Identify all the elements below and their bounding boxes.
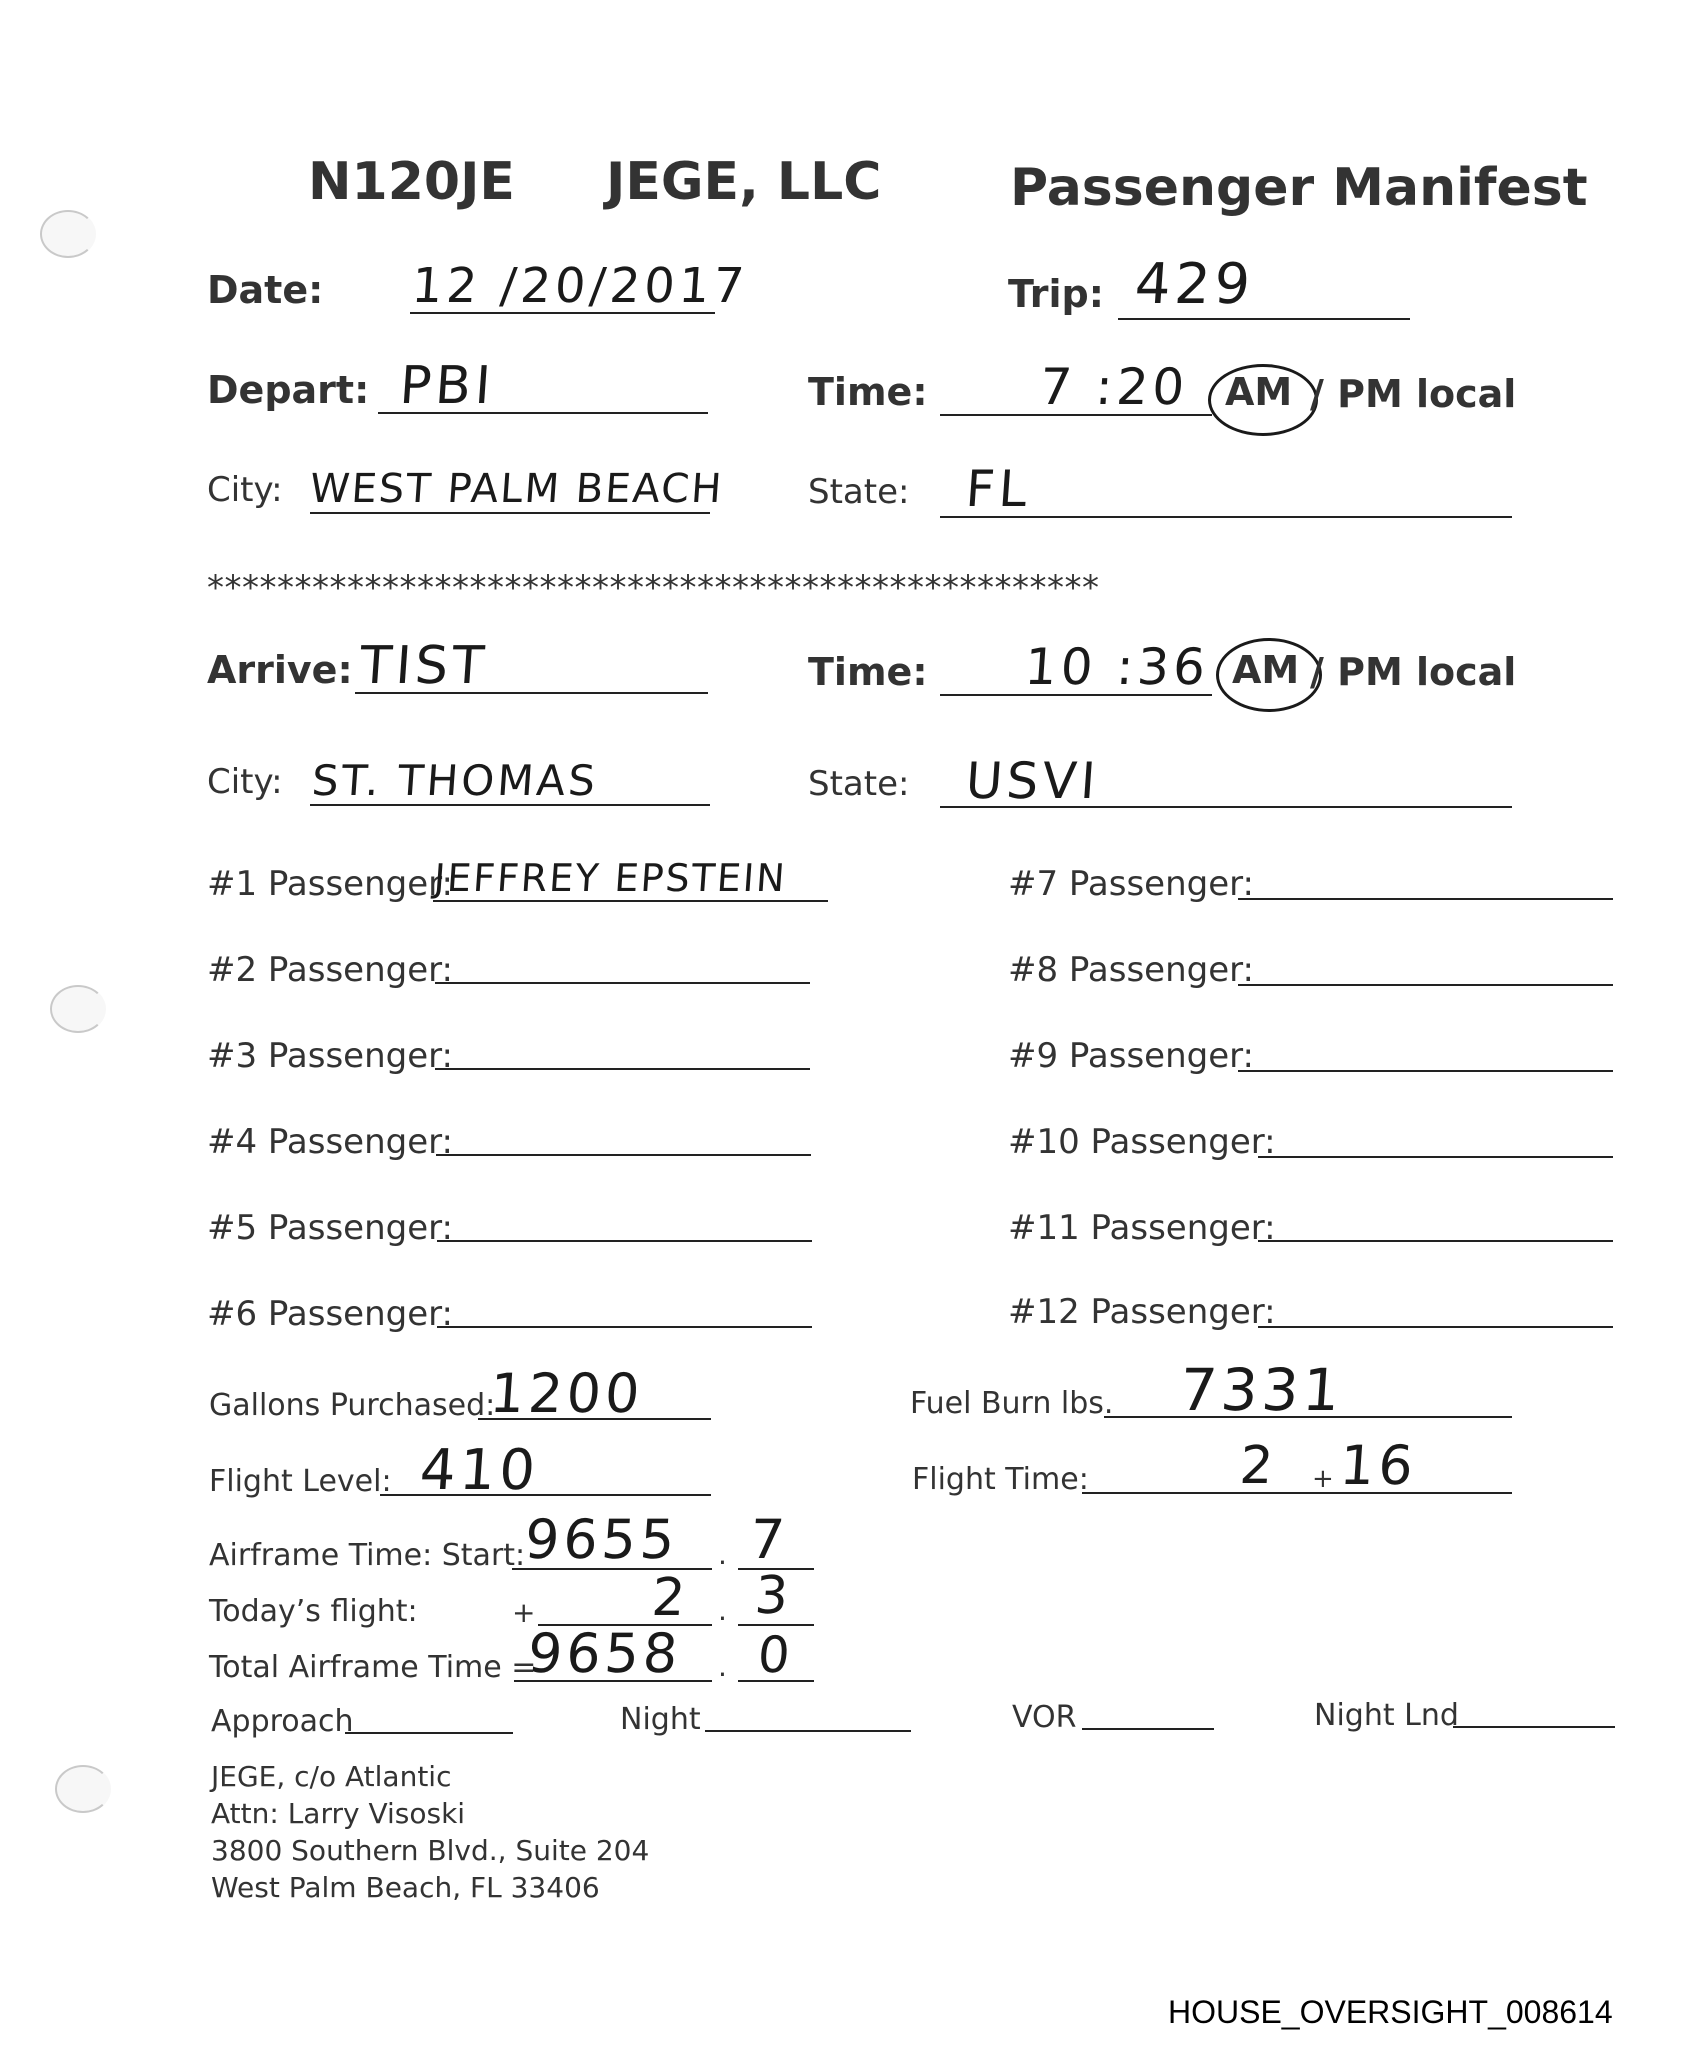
night-line <box>705 1730 911 1732</box>
arrive-label: Arrive: <box>207 648 353 692</box>
depart-am: AM <box>1225 370 1293 414</box>
night-label: Night <box>620 1702 701 1737</box>
total-airframe-label: Total Airframe Time = <box>209 1650 537 1685</box>
depart-city-label: City: <box>207 470 283 510</box>
trip-label: Trip: <box>1008 272 1104 316</box>
todays-flight-dot: . <box>718 1594 727 1627</box>
passenger-4-line <box>436 1154 811 1156</box>
passenger-8-label: #8 Passenger: <box>1008 950 1254 990</box>
airframe-start-label: Airframe Time: Start: <box>209 1538 526 1573</box>
passenger-6-line <box>437 1326 812 1328</box>
address-line-3: 3800 Southern Blvd., Suite 204 <box>211 1834 650 1867</box>
airframe-start-dot: . <box>718 1538 727 1571</box>
todays-flight-tenth: 3 <box>752 1566 795 1626</box>
flight-level-label: Flight Level: <box>209 1464 392 1499</box>
arrive-time-label: Time: <box>808 650 928 694</box>
depart-state-value: FL <box>963 460 1033 518</box>
flight-time-minutes: 16 <box>1337 1434 1419 1497</box>
passenger-1-line <box>433 900 828 902</box>
address-line-2: Attn: Larry Visoski <box>211 1797 466 1830</box>
airframe-start-whole: 9655 <box>522 1508 681 1571</box>
vor-line <box>1082 1728 1214 1730</box>
passenger-11-line <box>1258 1240 1613 1242</box>
todays-flight-whole: 2 <box>649 1568 692 1628</box>
fuel-burn-value: 7331 <box>1177 1356 1346 1424</box>
passenger-9-line <box>1238 1070 1613 1072</box>
arrive-state-label: State: <box>808 764 910 804</box>
night-lnd-label: Night Lnd <box>1314 1698 1459 1733</box>
binder-hole-bottom <box>55 1765 111 1813</box>
company-name: JEGE, LLC <box>606 152 882 212</box>
passenger-4-label: #4 Passenger: <box>207 1122 453 1162</box>
passenger-2-line <box>435 982 810 984</box>
address-block <box>211 1758 649 1906</box>
depart-state-label: State: <box>808 472 910 512</box>
passenger-11-label: #11 Passenger: <box>1008 1208 1276 1248</box>
date-value: 12 /20/2017 <box>410 258 750 314</box>
address-line-1: JEGE, c/o Atlantic <box>211 1760 452 1793</box>
address-line-4: West Palm Beach, FL 33406 <box>211 1871 600 1904</box>
arrive-city-label: City: <box>207 762 283 802</box>
tail-number: N120JE <box>308 152 515 212</box>
passenger-5-line <box>437 1240 812 1242</box>
passenger-3-label: #3 Passenger: <box>207 1036 453 1076</box>
total-airframe-whole: 9658 <box>525 1622 684 1685</box>
airframe-start-tenth: 7 <box>747 1508 791 1571</box>
arrive-pm-local: / PM local <box>1310 650 1517 694</box>
night-lnd-line <box>1453 1726 1615 1728</box>
passenger-6-label: #6 Passenger: <box>207 1294 453 1334</box>
passenger-10-label: #10 Passenger: <box>1008 1122 1276 1162</box>
arrive-am: AM <box>1232 648 1300 692</box>
separator-asterisks: *************************************************** <box>207 568 1100 608</box>
depart-city-value: WEST PALM BEACH <box>308 466 725 512</box>
flight-time-label: Flight Time: <box>912 1462 1089 1497</box>
depart-time-value: 7 :20 <box>1037 358 1191 416</box>
passenger-8-line <box>1238 984 1613 986</box>
passenger-9-label: #9 Passenger: <box>1008 1036 1254 1076</box>
passenger-1-value: JEFFREY EPSTEIN <box>432 856 789 900</box>
todays-flight-label: Today’s flight: <box>209 1594 418 1629</box>
trip-value: 429 <box>1132 252 1257 317</box>
flight-time-hours: 2 <box>1237 1436 1280 1496</box>
arrive-city-value: ST. THOMAS <box>310 756 600 805</box>
depart-pm-local: / PM local <box>1310 372 1517 416</box>
gallons-purchased-value: 1200 <box>487 1362 646 1425</box>
passenger-3-line <box>435 1068 810 1070</box>
form-title: Passenger Manifest <box>1010 158 1588 218</box>
passenger-7-line <box>1238 898 1613 900</box>
passenger-2-label: #2 Passenger: <box>207 950 453 990</box>
flight-time-line <box>1082 1492 1512 1494</box>
passenger-12-label: #12 Passenger: <box>1008 1292 1276 1332</box>
date-label: Date: <box>207 268 324 312</box>
trip-line <box>1118 318 1410 320</box>
arrive-time-value: 10 :36 <box>1022 638 1212 696</box>
arrive-state-value: USVI <box>963 752 1102 810</box>
passenger-5-label: #5 Passenger: <box>207 1208 453 1248</box>
todays-flight-plus: + <box>512 1596 536 1629</box>
passenger-12-line <box>1258 1326 1613 1328</box>
passenger-7-label: #7 Passenger: <box>1008 864 1254 904</box>
total-airframe-dot: . <box>718 1650 727 1683</box>
binder-hole-top <box>40 210 96 258</box>
flight-level-value: 410 <box>417 1438 542 1503</box>
flight-time-plus: + <box>1312 1464 1334 1494</box>
depart-label: Depart: <box>207 368 370 412</box>
bates-number: HOUSE_OVERSIGHT_008614 <box>1168 1994 1613 2030</box>
depart-city-line <box>310 512 710 514</box>
approach-label: Approach <box>211 1704 354 1739</box>
passenger-10-line <box>1258 1156 1613 1158</box>
fuel-burn-label: Fuel Burn lbs. <box>910 1386 1114 1421</box>
depart-time-label: Time: <box>808 370 928 414</box>
binder-hole-middle <box>50 985 106 1033</box>
gallons-purchased-label: Gallons Purchased: <box>209 1388 496 1423</box>
arrive-value: TIST <box>357 636 490 696</box>
depart-value: PBI <box>397 356 497 416</box>
approach-line <box>345 1732 513 1734</box>
passenger-1-label: #1 Passenger: <box>207 864 453 904</box>
vor-label: VOR <box>1012 1700 1077 1735</box>
total-airframe-tenth: 0 <box>755 1626 796 1684</box>
